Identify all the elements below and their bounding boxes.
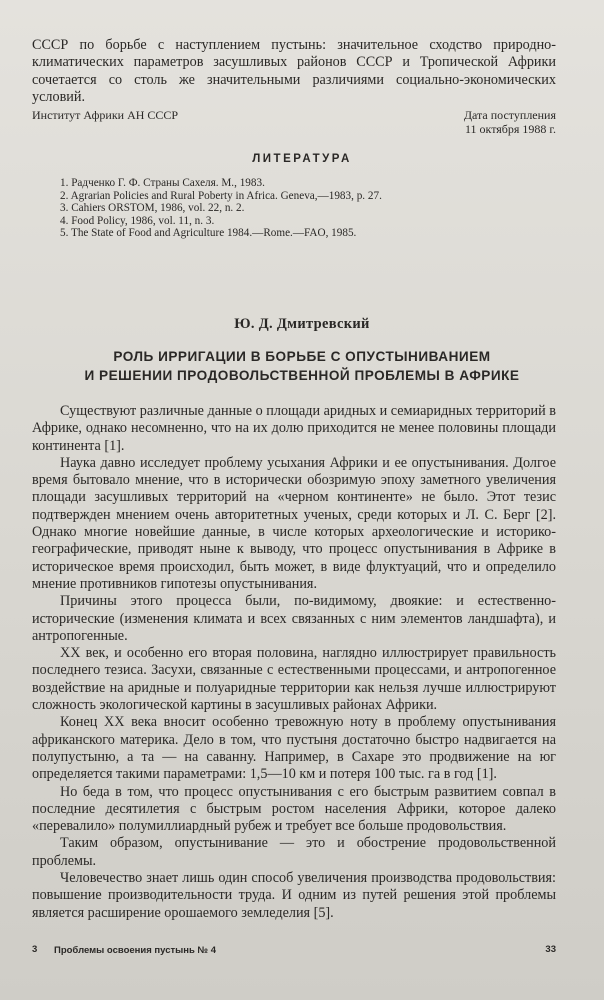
- received-label: Дата поступления: [463, 108, 556, 122]
- reference-item: 5. The State of Food and Agriculture 1984.—Rome.—FAO, 1985.: [60, 227, 357, 240]
- article-title-line: И РЕШЕНИИ ПРОДОВОЛЬСТВЕННОЙ ПРОБЛЕМЫ В АФРИКЕ: [84, 368, 520, 383]
- reference-item: 2. Agrarian Policies and Rural Poberty in Africa. Geneva,—1983, p. 27.: [60, 189, 382, 202]
- reference-item: 4. Food Policy, 1986, vol. 11, n. 3.: [60, 214, 215, 227]
- footer-signature: 3: [32, 944, 38, 955]
- received-date: 11 октября 1988 г.: [464, 122, 556, 136]
- reference-list: [60, 177, 560, 240]
- institute-affiliation: Институт Африки АН СССР: [32, 108, 179, 122]
- intro-paragraph: СССР по борьбе с наступлением пустынь: значительное сходство природно-климатических параметров засушливых районов СССР и Тропической Африки сочетается со столь же значительными различиями социально-экономических условий.: [32, 37, 556, 105]
- body-paragraph: Таким образом, опустынивание — это и обострение продовольственной проблемы.: [32, 835, 556, 869]
- reference-item: 3. Cahiers ORSTOM, 1986, vol. 22, n. 2.: [60, 202, 245, 215]
- article-body: [32, 403, 556, 922]
- article-title: [0, 347, 604, 385]
- article-author: Ю. Д. Дмитревский: [234, 316, 370, 332]
- body-paragraph: Но беда в том, что процесс опустынивания с его быстрым развитием совпал в последние десятилетия с быстрым ростом населения Африки, которое далеко «перевалило» полумиллиардный рубеж и требует все больше продовольствия.: [32, 783, 556, 835]
- article-title-line: РОЛЬ ИРРИГАЦИИ В БОРЬБЕ С ОПУСТЫНИВАНИЕМ: [113, 349, 491, 364]
- page-number: 33: [545, 944, 556, 955]
- body-paragraph: Причины этого процесса были, по-видимому, двоякие: и естественно-исторические (изменения климата и всех связанных с ним элементов ландшафта), и антропогенные.: [32, 593, 556, 644]
- body-paragraph: Наука давно исследует проблему усыхания Африки и ее опустынивания. Долгое время бытовало мнение, что в исторически обозримую эпоху заметного увеличения площади засушливых территорий на «черном континенте» не было. Этот тезис подтвержден мнением очень авторитетных ученых, среди которых и Л. С. Берг [2]. Однако многие новейшие данные, в числе которых археологические и историко-географические, приводят ныне к выводу, что процесс опустынивания в Африке в историческое время происходил, быть может, в виде флуктуаций, что и определило мнение противников гипотезы опустынивания.: [32, 454, 556, 592]
- body-paragraph: Конец XX века вносит особенно тревожную ноту в проблему опустынивания африканского материка. Дело в том, что пустыня достаточно быстро надвигается на полупустыню, а та — на саванну. Например, в Сахаре это продвижение на юг определяется такими параметрами: 1,5—10 км и потеря 100 тыс. га в год [1].: [32, 714, 556, 783]
- footer-journal: Проблемы освоения пустынь № 4: [54, 945, 217, 956]
- literature-heading: ЛИТЕРАТУРА: [252, 153, 352, 165]
- reference-item: 1. Радченко Г. Ф. Страны Сахеля. М., 1983.: [60, 177, 265, 189]
- body-paragraph: Существуют различные данные о площади аридных и семиаридных территорий в Африке, однако несомненно, что на их долю приходится не менее половины площади континента [1].: [32, 403, 556, 454]
- body-paragraph: XX век, и особенно его вторая половина, наглядно иллюстрирует правильность последнего тезиса. Засухи, связанные с естественными процессами, и антропогенное воздействие на аридные и полуаридные территории как нельзя лучше иллюстрируют сложность экологической картины в засушливых районах Африки.: [32, 645, 556, 714]
- body-paragraph: Человечество знает лишь один способ увеличения производства продовольствия: повышение производительности труда. И одним из путей решения этой проблемы является расширение орошаемого земледелия [5].: [32, 870, 556, 921]
